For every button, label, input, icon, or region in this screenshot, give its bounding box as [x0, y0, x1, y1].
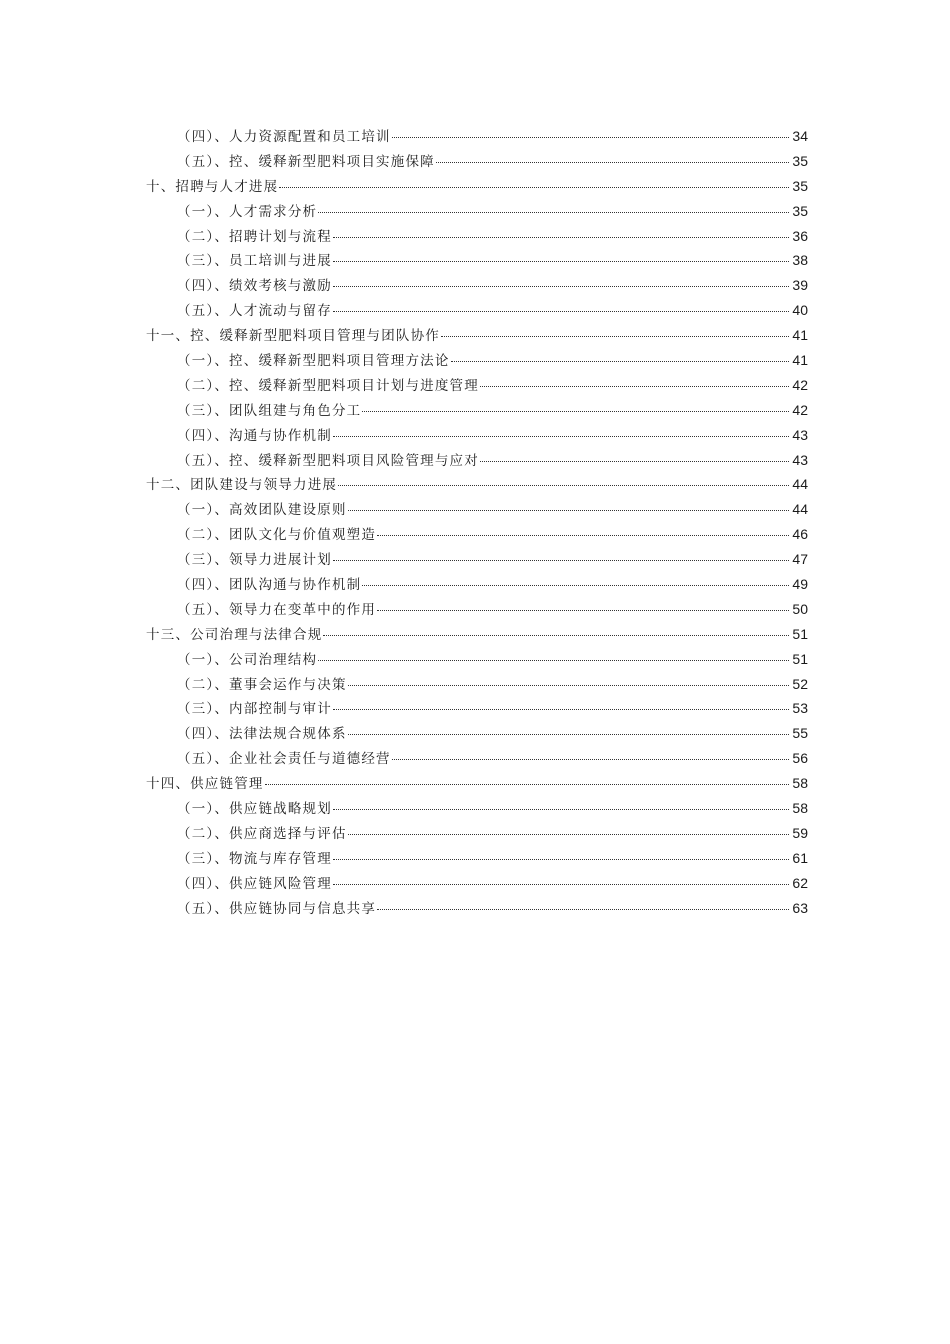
toc-page-number: 35 [792, 152, 808, 169]
toc-dot-leader [392, 759, 789, 760]
toc-entry-title: 十二、团队建设与领导力进展 [146, 477, 338, 494]
toc-dot-leader [362, 585, 789, 586]
toc-entry-title: （四）、沟通与协作机制 [177, 427, 332, 444]
toc-entry-title: （一）、人才需求分析 [177, 203, 318, 220]
toc-entry-title: （五）、人才流动与留存 [177, 303, 332, 320]
toc-entry-title: （二）、招聘计划与流程 [177, 228, 332, 245]
toc-entry-title: （五）、企业社会责任与道德经营 [177, 751, 391, 768]
toc-entry-title: （一）、高效团队建设原则 [177, 502, 347, 519]
toc-entry-title: （五）、控、缓释新型肥料项目风险管理与应对 [177, 452, 479, 469]
toc-page-number: 35 [792, 202, 808, 219]
toc-entry-title: （五）、控、缓释新型肥料项目实施保障 [177, 153, 435, 170]
toc-section-entry[interactable] [146, 448, 808, 473]
toc-page-number: 49 [792, 576, 808, 593]
toc-page-number: 44 [792, 501, 808, 518]
toc-entry-title: （五）、供应链协同与信息共享 [177, 900, 377, 917]
toc-section-entry[interactable] [146, 721, 808, 746]
toc-section-entry[interactable] [146, 497, 808, 522]
toc-page-number: 47 [792, 551, 808, 568]
toc-section-entry[interactable] [146, 398, 808, 423]
toc-section-entry[interactable] [146, 423, 808, 448]
toc-chapter-entry[interactable] [146, 472, 808, 497]
toc-section-entry[interactable] [146, 647, 808, 672]
toc-page-number: 58 [792, 775, 808, 792]
toc-page-number: 56 [792, 750, 808, 767]
toc-dot-leader [348, 734, 789, 735]
toc-entry-title: （二）、团队文化与价值观塑造 [177, 527, 377, 544]
toc-page-number: 63 [792, 899, 808, 916]
toc-entry-title: （二）、控、缓释新型肥料项目计划与进度管理 [177, 377, 479, 394]
toc-chapter-entry[interactable] [146, 323, 808, 348]
toc-entry-title: （一）、供应链战略规划 [177, 801, 332, 818]
toc-page-number: 40 [792, 302, 808, 319]
toc-page-number: 52 [792, 675, 808, 692]
toc-entry-title: （三）、团队组建与角色分工 [177, 402, 362, 419]
toc-entry-title: （二）、供应商选择与评估 [177, 825, 347, 842]
toc-dot-leader [265, 784, 789, 785]
toc-dot-leader [318, 660, 789, 661]
toc-section-entry[interactable] [146, 149, 808, 174]
toc-dot-leader [377, 909, 789, 910]
toc-dot-leader [392, 137, 789, 138]
toc-dot-leader [323, 635, 789, 636]
toc-page-number: 38 [792, 252, 808, 269]
toc-section-entry[interactable] [146, 572, 808, 597]
toc-dot-leader [480, 386, 789, 387]
toc-dot-leader [377, 535, 789, 536]
toc-section-entry[interactable] [146, 547, 808, 572]
toc-section-entry[interactable] [146, 672, 808, 697]
toc-entry-title: （四）、人力资源配置和员工培训 [177, 129, 391, 145]
toc-section-entry[interactable] [146, 846, 808, 871]
toc-chapter-entry[interactable] [146, 174, 808, 199]
toc-dot-leader [333, 311, 789, 312]
toc-entry-title: （四）、法律法规合规体系 [177, 726, 347, 743]
toc-dot-leader [436, 162, 789, 163]
toc-entry-title: （三）、领导力进展计划 [177, 552, 332, 569]
toc-section-entry[interactable] [146, 348, 808, 373]
toc-dot-leader [333, 809, 789, 810]
toc-section-entry[interactable] [146, 522, 808, 547]
toc-dot-leader [451, 361, 789, 362]
toc-section-entry[interactable] [146, 224, 808, 249]
toc-section-entry[interactable] [146, 696, 808, 721]
toc-dot-leader [348, 834, 789, 835]
toc-page-number: 50 [792, 600, 808, 617]
toc-entry-title: （三）、内部控制与审计 [177, 701, 332, 718]
toc-page-number: 62 [792, 874, 808, 891]
toc-page-number: 55 [792, 725, 808, 742]
toc-dot-leader [338, 485, 789, 486]
toc-page-number: 41 [792, 327, 808, 344]
toc-dot-leader [318, 212, 789, 213]
toc-section-entry[interactable] [146, 821, 808, 846]
toc-dot-leader [480, 461, 789, 462]
toc-section-entry[interactable] [146, 896, 808, 921]
toc-page-number: 43 [792, 426, 808, 443]
toc-dot-leader [333, 884, 789, 885]
toc-page-number: 46 [792, 526, 808, 543]
toc-dot-leader [377, 610, 789, 611]
toc-dot-leader [348, 685, 789, 686]
toc-entry-title: （五）、领导力在变革中的作用 [177, 601, 377, 618]
toc-page-number: 34 [792, 128, 808, 144]
toc-section-entry[interactable] [146, 124, 808, 149]
toc-page-number: 58 [792, 800, 808, 817]
toc-page-number: 51 [792, 625, 808, 642]
toc-page-number: 35 [792, 177, 808, 194]
toc-dot-leader [279, 187, 789, 188]
toc-section-entry[interactable] [146, 796, 808, 821]
toc-page-number: 59 [792, 824, 808, 841]
table-of-contents [146, 124, 808, 921]
toc-section-entry[interactable] [146, 871, 808, 896]
toc-dot-leader [441, 336, 789, 337]
toc-dot-leader [333, 286, 789, 287]
toc-page-number: 53 [792, 700, 808, 717]
toc-section-entry[interactable] [146, 273, 808, 298]
toc-chapter-entry[interactable] [146, 771, 808, 796]
toc-entry-title: （二）、董事会运作与决策 [177, 676, 347, 693]
toc-section-entry[interactable] [146, 746, 808, 771]
toc-dot-leader [333, 709, 789, 710]
toc-entry-title: （一）、公司治理结构 [177, 651, 318, 668]
toc-dot-leader [333, 859, 789, 860]
toc-page-number: 36 [792, 227, 808, 244]
toc-page-number: 51 [792, 650, 808, 667]
toc-section-entry[interactable] [146, 373, 808, 398]
toc-dot-leader [362, 411, 789, 412]
toc-page-number: 43 [792, 451, 808, 468]
toc-entry-title: （三）、员工培训与进展 [177, 253, 332, 270]
toc-page-number: 44 [792, 476, 808, 493]
toc-entry-title: 十四、供应链管理 [146, 776, 264, 793]
toc-section-entry[interactable] [146, 248, 808, 273]
toc-section-entry[interactable] [146, 298, 808, 323]
toc-page-number: 42 [792, 401, 808, 418]
toc-entry-title: （三）、物流与库存管理 [177, 850, 332, 867]
toc-entry-title: （四）、供应链风险管理 [177, 875, 332, 892]
toc-entry-title: 十三、公司治理与法律合规 [146, 626, 323, 643]
toc-page-number: 39 [792, 277, 808, 294]
toc-section-entry[interactable] [146, 199, 808, 224]
toc-chapter-entry[interactable] [146, 622, 808, 647]
toc-dot-leader [333, 436, 789, 437]
toc-page-number: 42 [792, 376, 808, 393]
toc-entry-title: 十一、控、缓释新型肥料项目管理与团队协作 [146, 328, 440, 345]
toc-entry-title: 十、招聘与人才进展 [146, 178, 279, 195]
toc-dot-leader [348, 510, 789, 511]
toc-section-entry[interactable] [146, 597, 808, 622]
toc-entry-title: （四）、团队沟通与协作机制 [177, 577, 362, 594]
toc-page-number: 61 [792, 849, 808, 866]
toc-dot-leader [333, 237, 789, 238]
toc-dot-leader [333, 261, 789, 262]
toc-dot-leader [333, 560, 789, 561]
toc-entry-title: （一）、控、缓释新型肥料项目管理方法论 [177, 353, 450, 370]
toc-entry-title: （四）、绩效考核与激励 [177, 278, 332, 295]
toc-page-number: 41 [792, 352, 808, 369]
